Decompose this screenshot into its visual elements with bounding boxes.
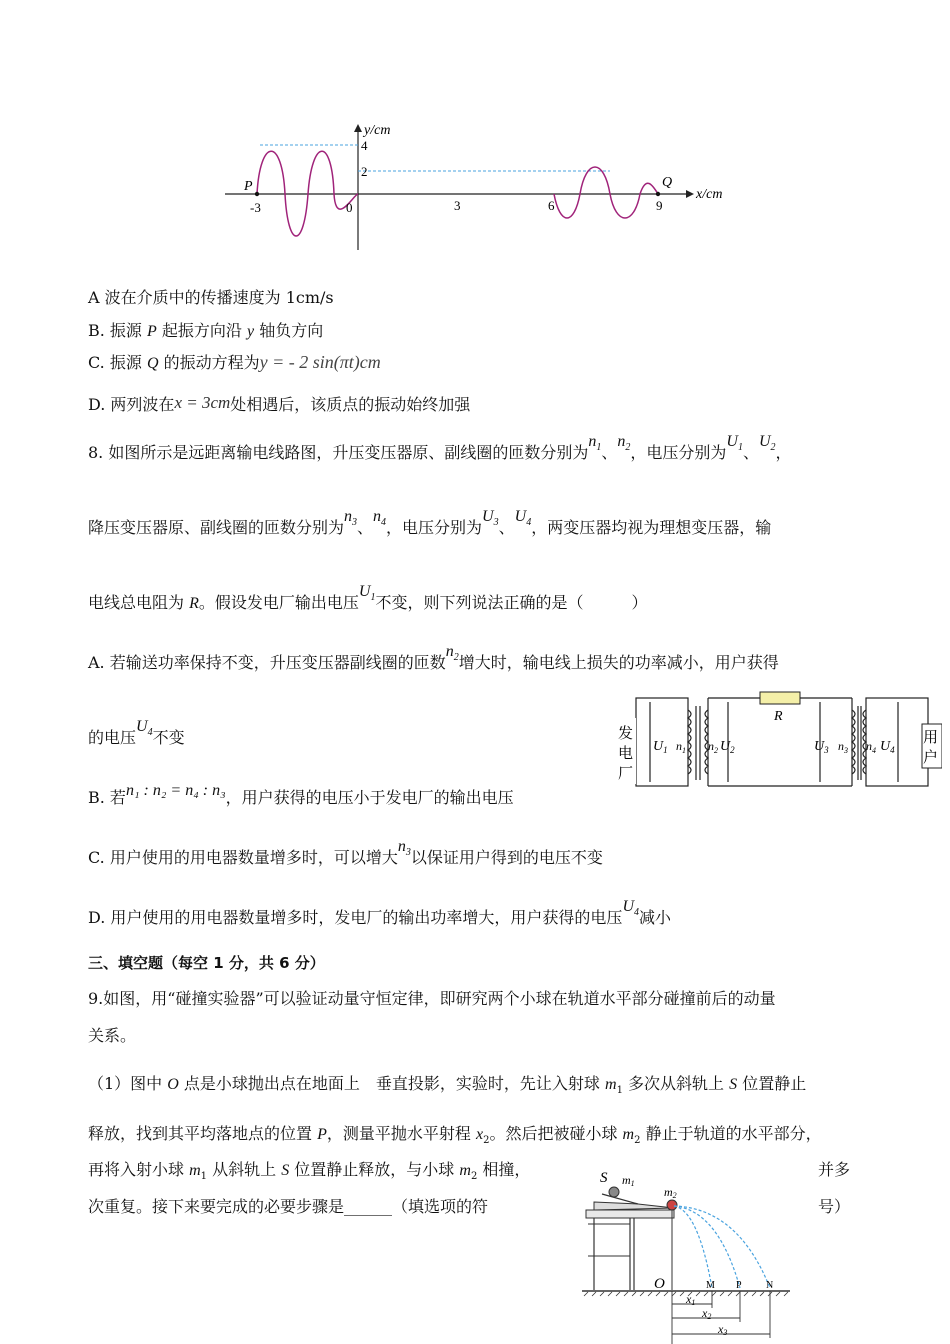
label-x3: x3 (718, 1322, 728, 1337)
q7-b-pre: B. 振源 (88, 321, 148, 340)
q9-part1-line3: 再将入射小球 $m_1$ 从斜轨上 S 位置静止释放，与小球 $m_2$ 相撞， (88, 1160, 531, 1182)
x-tick-3: 3 (454, 198, 461, 213)
resistor-label: R (774, 709, 783, 724)
q7-b-mid: 起振方向沿 (156, 321, 247, 340)
q7-option-c (88, 350, 381, 373)
u1-symbol: $U_1$ (726, 433, 743, 453)
q8-l3-post: 不变，则下列说法正确的是（ ） (375, 593, 648, 612)
table-top (586, 1210, 674, 1218)
q7-d-pre: D. 两列波在 (88, 395, 175, 414)
q8-option-b: B. 若n₁ : n₂ = n₄ : n₃，用户获得的电压小于发电厂的输出电压 (88, 782, 514, 807)
q7-b-post: 轴负方向 (254, 321, 324, 340)
y-axis-arrow-icon (354, 124, 362, 132)
x-axis-label: x/cm (696, 187, 723, 202)
label-m: M (706, 1280, 715, 1291)
q7-c-pre: C. 振源 (88, 353, 147, 372)
q8-option-a-line2: 的电压$U_4$不变 (88, 718, 185, 747)
point-q (656, 192, 660, 196)
label-m2: m2 (664, 1185, 677, 1200)
x-tick-6: 6 (548, 198, 555, 213)
q8-l3-mid: 。假设发电厂输出电压 (198, 593, 359, 612)
plant-char-3: 厂 (618, 766, 634, 782)
u3-symbol: $U_3$ (482, 508, 499, 528)
q8-l2-mid: 、 (357, 518, 374, 537)
label-u2: $U_2$ (720, 739, 735, 755)
q8-l1-pre: 8. 如图所示是远距离输电线路图，升压变压器原、副线圈的匝数分别为 (88, 443, 589, 462)
label-n2: $n_2$ (708, 739, 718, 755)
y-axis-label: y/cm (364, 123, 391, 138)
u4-symbol-b: $U_4$ (136, 718, 153, 738)
plant-char-1: 发 (618, 726, 634, 742)
q7-option-d (88, 392, 470, 415)
q9-part1-line4-tail: 号） (818, 1197, 851, 1216)
label-p: P (244, 179, 253, 194)
q9-line2: 关系。 (88, 1026, 137, 1045)
wave-q (554, 167, 658, 218)
q8-l1-mid2: ，电压分别为 (630, 443, 727, 462)
n1-symbol: $n_1$ (588, 433, 602, 453)
q8-option-d: D. 用户使用的用电器数量增多时，发电厂的输出功率增大，用户获得的电压$U_4$减小 (88, 898, 672, 927)
label-p: P (736, 1280, 742, 1291)
wave-figure (220, 118, 740, 258)
q9-part1-line3-tail: 并多 (818, 1160, 851, 1179)
x-tick-neg3: -3 (250, 200, 261, 215)
label-n4: $n_4$ (866, 739, 876, 755)
label-o: O (654, 1276, 665, 1292)
user-loop (866, 698, 928, 786)
x-tick-0: 0 (346, 200, 353, 215)
q9-part1-line1: （1）图中 O 点是小球抛出点在地面上 垂直投影，实验时，先让入射球 $m_1$ 多次从斜轨上 S 位置静止 (88, 1074, 807, 1096)
user-char-1: 用 (923, 730, 939, 746)
n2-symbol-b: $n_2$ (445, 643, 459, 663)
n3-symbol-b: $n_3$ (397, 838, 411, 858)
label-n: N (766, 1280, 774, 1291)
q7-d-post: 处相遇后，该质点的振动始终加强 (230, 395, 471, 414)
q8-l2-mid2: ，电压分别为 (386, 518, 483, 537)
q8-line2 (88, 508, 772, 538)
q7-option-b (88, 318, 323, 341)
q9-line1: 9.如图，用“碰撞实验器”可以验证动量守恒定律，即研究两个小球在轨道水平部分碰撞前后的动量 (88, 989, 776, 1008)
resistor (760, 692, 800, 704)
label-q: Q (662, 175, 673, 190)
collision-figure (578, 1160, 798, 1344)
q8-line1 (88, 433, 792, 463)
q8-l1-end: 、 (742, 443, 759, 462)
q8-l1-mid: 、 (601, 443, 618, 462)
x-axis-arrow-icon (686, 190, 694, 198)
label-u3: $U_3$ (814, 739, 829, 755)
q7-b-var2: y (247, 323, 255, 340)
q8-l3-pre: 电线总电阻为 (88, 593, 190, 612)
label-n3: $n_3$ (838, 739, 848, 755)
y-tick-2: 2 (361, 164, 368, 179)
circuit-figure (612, 688, 942, 798)
q9-part1-line4: 次重复。接下来要完成的必要步骤是______（填选项的符 (88, 1197, 489, 1216)
q7-option-a: A 波在介质中的传播速度为 1cm/s (88, 288, 334, 307)
q7-d-equation: x = 3cm (174, 393, 231, 412)
label-u1: $U_1$ (653, 739, 668, 755)
n2-symbol: $n_2$ (617, 433, 631, 453)
u1-symbol-b: $U_1$ (358, 583, 376, 603)
q7-c-equation: y = - 2 sin(πt)cm (259, 352, 381, 372)
label-m1: m1 (622, 1173, 635, 1188)
ball-m2 (667, 1200, 677, 1210)
n4-symbol: $n_4$ (373, 508, 387, 528)
label-u4: $U_4$ (880, 739, 895, 755)
q8-option-a-line1: A. 若输送功率保持不变，升压变压器副线圈的匝数$n_2$增大时，输电线上损失的功率减小，用户获得 (88, 643, 779, 672)
q7-c-mid: 的振动方程为 (158, 353, 260, 372)
q8-l2-sep: 、 (498, 518, 515, 537)
q8-option-c: C. 用户使用的用电器数量增多时，可以增大$n_3$以保证用户得到的电压不变 (88, 838, 603, 867)
u4-symbol-c: $U_4$ (622, 898, 639, 918)
ratio-equation: n₁ : n₂ = n₄ : n₃ (125, 782, 226, 799)
q7-c-var: Q (146, 355, 159, 372)
u4-symbol: $U_4$ (514, 508, 532, 528)
q7-b-var: P (147, 323, 157, 340)
label-x2: x2 (702, 1306, 712, 1321)
x-tick-9: 9 (656, 198, 663, 213)
q8-l2-pre: 降压变压器原、副线圈的匝数分别为 (88, 518, 345, 537)
q8-l2-post: ，两变压器均视为理想变压器，输 (531, 518, 772, 537)
u2-symbol: $U_2$ (758, 433, 776, 453)
q8-line3 (88, 583, 648, 613)
point-p (255, 192, 259, 196)
y-tick-4: 4 (361, 138, 368, 153)
label-x1: x1 (686, 1292, 696, 1307)
section3-heading: 三、填空题（每空 1 分，共 6 分） (88, 954, 325, 972)
answer-blank[interactable]: ______ (344, 1197, 393, 1216)
ball-m1 (609, 1187, 619, 1197)
plant-char-2: 电 (618, 746, 634, 762)
n3-symbol: $n_3$ (344, 508, 358, 528)
q8-l1-tail: ， (775, 443, 792, 462)
label-n1: $n_1$ (676, 739, 686, 755)
user-char-2: 户 (923, 750, 939, 766)
label-s: S (600, 1170, 608, 1186)
q9-part1-line2: 释放，找到其平均落地点的位置 P，测量平抛水平射程 $x_2$。然后把被碰小球 $m_2$ 静止于轨道的水平部分， (88, 1124, 822, 1146)
q8-l3-r: R (189, 595, 199, 612)
